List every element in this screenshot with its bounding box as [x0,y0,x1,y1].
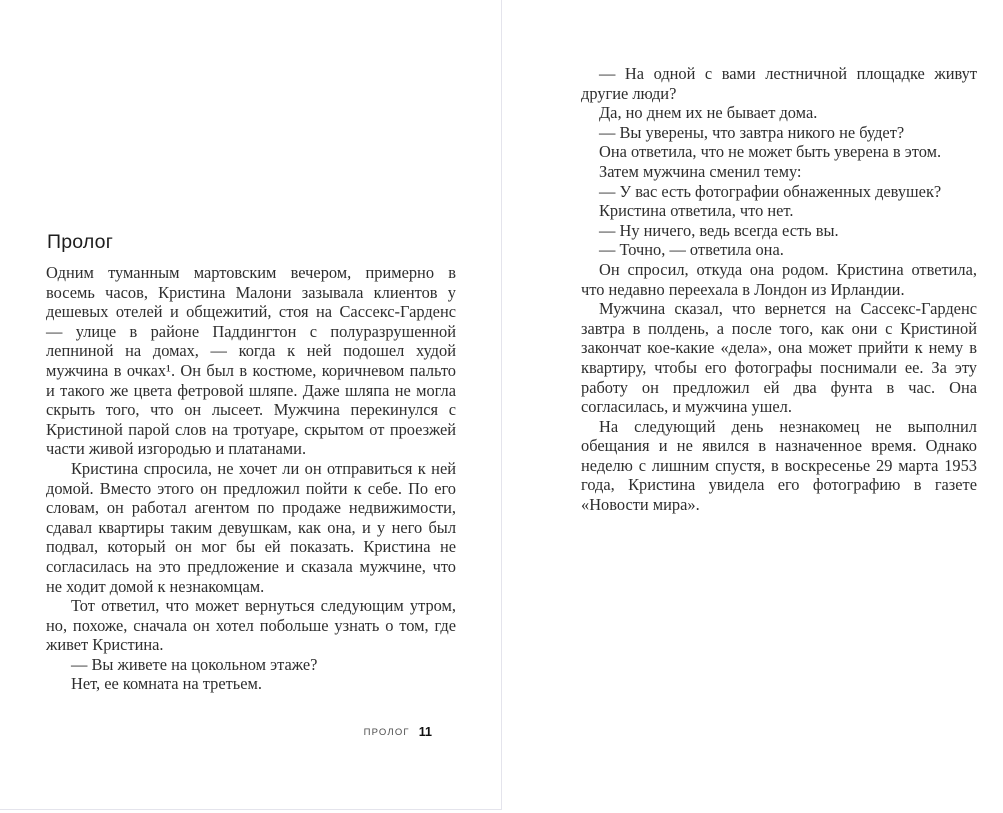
running-chapter-label: ПРОЛОГ [363,726,410,738]
dialogue-line: — Ну ничего, ведь всегда есть вы. [599,220,839,240]
left-page-text-block [46,263,456,694]
paragraph: На следующий день незнакомец не выполнил обещания и не явился в назначенное время. Однако неделю с лишним спустя, в воскресенье 29 марта 1953 года, Кристина увидела его фотографию в газете «Новости мира». [581,416,977,515]
paragraph: Тот ответил, что может вернуться следующим утром, но, похоже, сначала он хотел побольше узнать о том, где живет Кристина. [46,596,456,655]
paragraph: Затем мужчина сменил тему: [599,161,802,181]
page-number: 11 [418,725,432,739]
paragraph: Одним туманным мартовским вечером, примерно в восемь часов, Кристина Малони зазывала клиентов у дешевых отелей и общежитий, стоя на Сассекс-Гарденс — улице в районе Паддингтон с полуразрушенной лепниной на домах, — когда к ней подошел худой мужчина в очках¹. Он был в костюме, коричневом пальто и такого же цвета фетровой шляпе. Даже шляпа не могла скрыть того, что он лысеет. Мужчина перекинулся с Кристиной парой слов на тротуаре, скрытом от проезжей части живой изгородью и платанами. [46,263,456,459]
right-page-text-block [581,64,977,515]
paragraph: Кристина спросила, не хочет ли он отправиться к ней домой. Вместо этого он предложил пойти к себе. По его словам, он работал агентом по продаже недвижимости, сдавал квартиры таким девушкам, как она, и у него был подвал, который он мог бы ей показать. Кристина не согласилась на это предложение и сказала мужчине, что не ходит домой к незнакомцам. [46,458,456,596]
dialogue-line: — На одной с вами лестничной площадке живут другие люди? [581,64,977,103]
paragraph: Мужчина сказал, что вернется на Сассекс-Гарденс завтра в полдень, а после того, как они с Кристиной закончат кое-какие «дела», она может прийти к нему в квартиру, чтобы его фотографы поснимали ее. За эту работу он предложил ей два фунта в час. Она согласилась, и мужчина ушел. [581,299,977,417]
dialogue-line: — Вы живете на цокольном этаже? [71,654,318,674]
chapter-title: Пролог [47,231,114,253]
paragraph: Кристина ответила, что нет. [599,201,794,221]
book-page-left [0,0,502,810]
paragraph: Она ответила, что не может быть уверена в этом. [599,142,942,162]
dialogue-line: — У вас есть фотографии обнаженных девушек? [599,181,942,201]
book-page-right [502,0,1003,813]
paragraph: Он спросил, откуда она родом. Кристина ответила, что недавно переехала в Лондон из Ирландии. [581,259,977,299]
dialogue-line: — Вы уверены, что завтра никого не будет? [599,122,905,142]
paragraph: Да, но днем их не бывает дома. [599,103,818,123]
page-footer [364,725,432,739]
dialogue-line: — Точно, — ответила она. [599,240,784,260]
paragraph: Нет, ее комната на третьем. [71,674,262,694]
